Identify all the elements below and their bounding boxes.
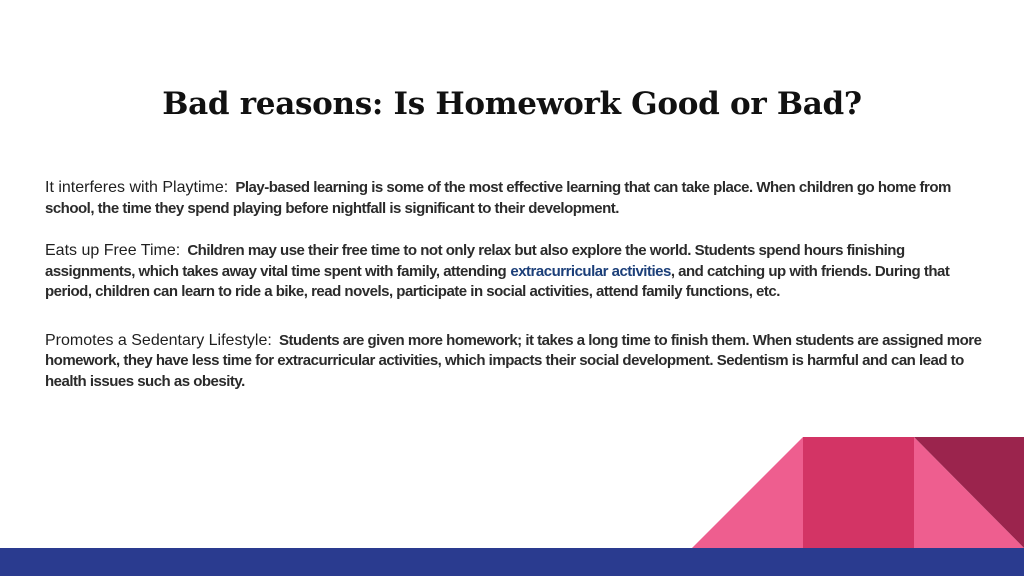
slide-body (45, 178, 985, 414)
paragraph-heading: It interferes with Playtime: (45, 179, 229, 196)
paragraph-text: Children may use their free time to not only relax but also explore the world. Students spend hours finishing assignments, which takes away vital time spent with family, attending (45, 242, 905, 280)
paragraph-playtime (45, 178, 985, 219)
paragraph-free-time (45, 241, 985, 303)
paragraph-text: Play-based learning is some of the most effective learning that can take place. When children go home from school, the time they spend playing before nightfall is significant to their development. (45, 179, 951, 217)
slide-title: Bad reasons: Is Homework Good or Bad? (162, 86, 862, 122)
extracurricular-activities-link[interactable]: extracurricular activities (510, 262, 671, 280)
paragraph-heading: Eats up Free Time: (45, 242, 181, 259)
paragraph-text-continued: , and catching up with friends. During that period, children can learn to ride a bike, read novels, participate in social activities, attend family functions, etc. (45, 262, 950, 300)
paragraph-heading: Promotes a Sedentary Lifestyle: (45, 331, 272, 349)
pink-center-block (803, 437, 914, 548)
footer-bar (0, 548, 1024, 576)
paragraph-text: Students are given more homework; it takes a long time to finish them. When students are assigned more homework, they have less time for extracurricular activities, which impacts their social development. Sedentism is harmful and can lead to health issues such as obesity. (45, 331, 982, 390)
decorative-triangles (692, 437, 1024, 548)
paragraph-sedentary (45, 331, 985, 393)
pink-left-triangle (692, 437, 803, 548)
